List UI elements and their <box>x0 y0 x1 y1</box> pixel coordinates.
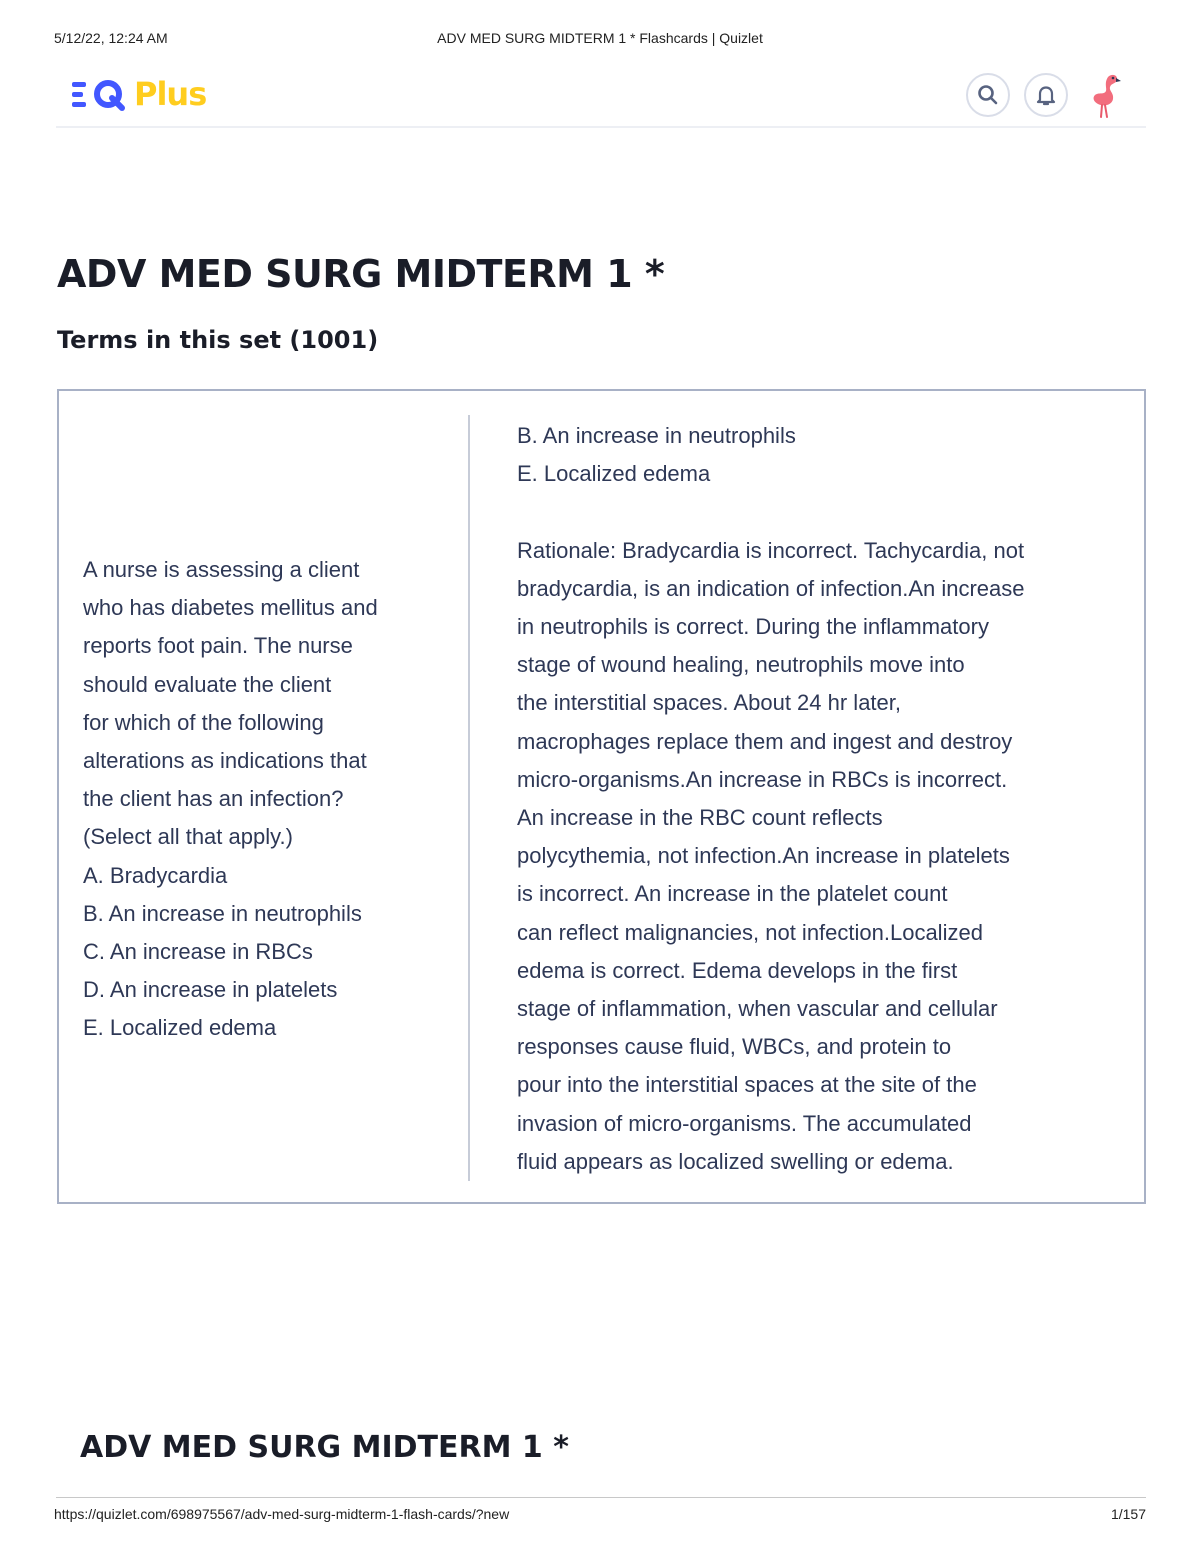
rationale-line: fluid appears as localized swelling or edema. <box>517 1148 954 1174</box>
search-icon <box>977 84 999 106</box>
term-line: the client has an infection? <box>83 786 344 812</box>
term-option: E. Localized edema <box>83 1015 277 1041</box>
search-button[interactable] <box>966 73 1010 117</box>
rationale-line: bradycardia, is an indication of infection.An increase <box>517 575 1025 601</box>
rationale-line: macrophages replace them and ingest and destroy <box>517 728 1013 754</box>
terms-count-heading: Terms in this set (1001) <box>57 326 379 354</box>
answer-line: B. An increase in neutrophils <box>517 423 796 448</box>
term-line: for which of the following <box>83 709 324 735</box>
term-line: reports foot pain. The nurse <box>83 633 353 659</box>
term-line: alterations as indications that <box>83 748 367 774</box>
term-definition-divider <box>468 415 470 1181</box>
term-line: (Select all that apply.) <box>83 824 293 850</box>
rationale-line: responses cause fluid, WBCs, and protein to <box>517 1034 952 1060</box>
rationale-line: stage of wound healing, neutrophils move into <box>517 652 965 678</box>
top-navigation-bar <box>56 66 1146 126</box>
term-option: A. Bradycardia <box>83 862 228 888</box>
rationale-line: Rationale: Bradycardia is incorrect. Tachycardia, not <box>517 537 1025 563</box>
term-text <box>83 551 443 1048</box>
notifications-button[interactable] <box>1024 73 1068 117</box>
rationale-line: An increase in the RBC count reflects <box>517 805 883 831</box>
term-option: D. An increase in platelets <box>83 977 338 1003</box>
print-header <box>0 30 1200 50</box>
term-line: should evaluate the client <box>83 671 332 697</box>
definition-text <box>517 417 1117 1181</box>
rationale-line: invasion of micro-organisms. The accumulated <box>517 1110 972 1136</box>
flamingo-avatar-icon <box>1086 71 1122 119</box>
print-date: 5/12/22, 12:24 AM <box>54 30 168 46</box>
flashcard-term-row <box>57 389 1146 1204</box>
page-number: 1/157 <box>1110 1506 1146 1522</box>
term-option: B. An increase in neutrophils <box>83 900 362 926</box>
print-footer <box>0 1506 1200 1526</box>
rationale-line: polycythemia, not infection.An increase in platelets <box>517 843 1010 869</box>
paragraph-gap <box>517 493 1117 531</box>
rationale-line: in neutrophils is correct. During the inflammatory <box>517 614 989 639</box>
rationale-line: micro-organisms.An increase in RBCs is incorrect. <box>517 766 1008 792</box>
term-line: who has diabetes mellitus and <box>83 595 378 621</box>
qplus-logo[interactable] <box>72 72 206 116</box>
user-avatar[interactable] <box>1082 70 1126 120</box>
print-url: https://quizlet.com/698975567/adv-med-surg-midterm-1-flash-cards/?new <box>54 1506 510 1522</box>
rationale-line: pour into the interstitial spaces at the site of the <box>517 1072 977 1098</box>
quizlet-logo-icon <box>72 77 132 111</box>
logo-plus-text: Plus <box>134 75 207 113</box>
rationale-line: can reflect malignancies, not infection.Localized <box>517 919 983 945</box>
header-actions <box>952 70 1126 120</box>
rationale-line: edema is correct. Edema develops in the first <box>517 957 958 983</box>
print-document-title: ADV MED SURG MIDTERM 1 * Flashcards | Quizlet <box>437 30 763 46</box>
header-divider <box>56 126 1146 128</box>
bell-icon <box>1035 84 1057 106</box>
term-option: C. An increase in RBCs <box>83 939 313 965</box>
term-line: A nurse is assessing a client <box>83 557 360 582</box>
answer-line: E. Localized edema <box>517 461 711 487</box>
set-title: ADV MED SURG MIDTERM 1 * <box>57 252 665 296</box>
rationale-line: stage of inflammation, when vascular and cellular <box>517 996 998 1022</box>
rationale-line: the interstitial spaces. About 24 hr later, <box>517 690 902 716</box>
footer-set-title: ADV MED SURG MIDTERM 1 * <box>80 1430 569 1465</box>
rationale-line: is incorrect. An increase in the platelet count <box>517 881 948 907</box>
footer-divider <box>56 1497 1146 1498</box>
